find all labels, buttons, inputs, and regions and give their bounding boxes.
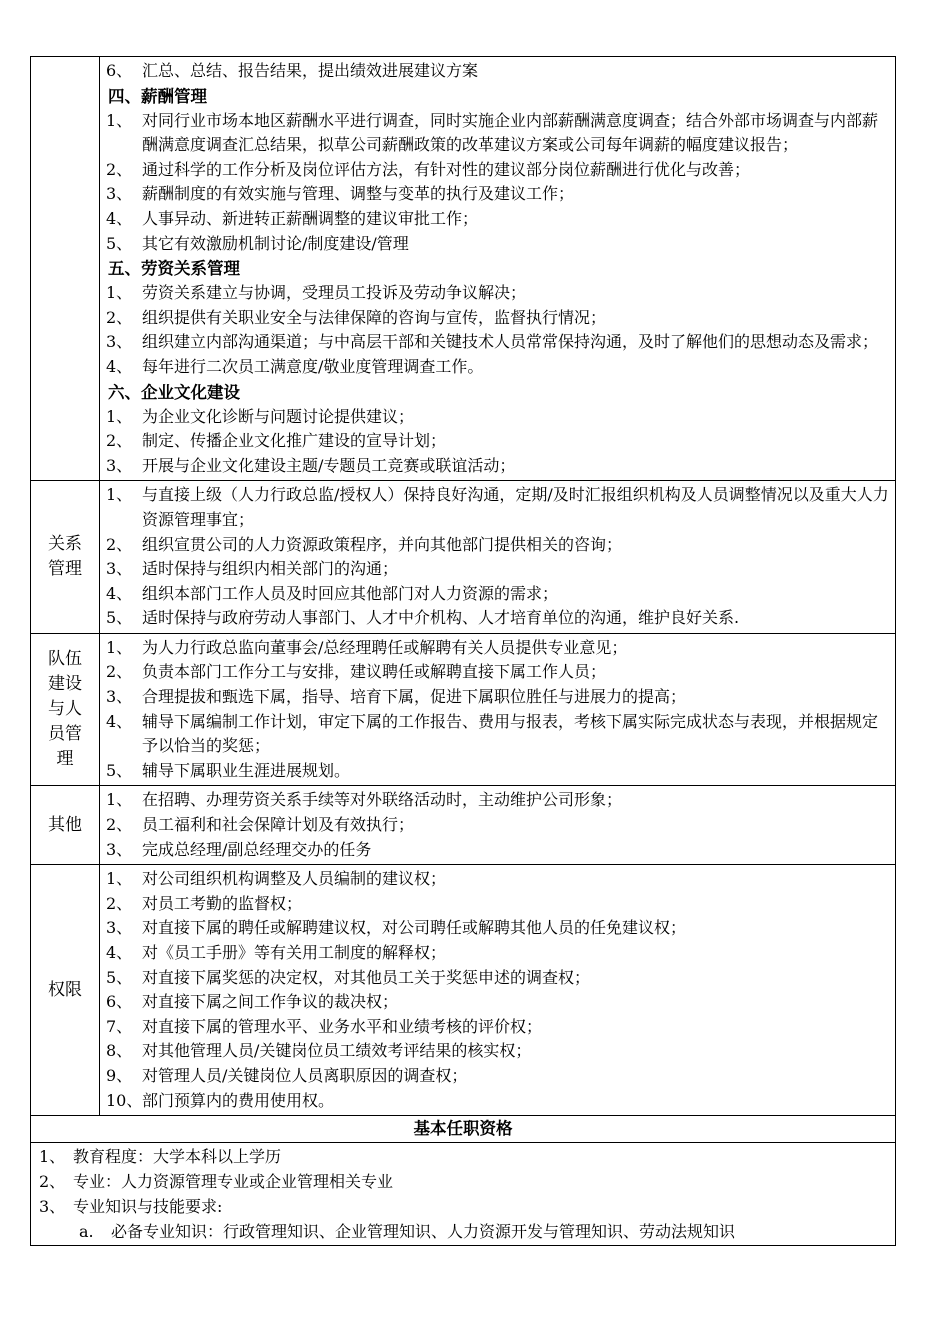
item-text: 组织提供有关职业安全与法律保障的咨询与宣传，监督执行情况；: [142, 307, 607, 327]
list-item: [106, 710, 889, 759]
row-label-text: 权限: [48, 979, 82, 1000]
item-number: 1、: [106, 110, 133, 130]
list-item: [106, 660, 889, 685]
item-text: 为人力行政总监向董事会/总经理聘任或解聘有关人员提供专业意见；: [142, 637, 628, 657]
table-row-qualifications: [31, 1143, 896, 1246]
list-item: [106, 557, 889, 582]
item-text: 为企业文化诊断与问题讨论提供建议；: [142, 406, 415, 426]
item-number: 1、: [106, 869, 133, 889]
qualification-item: 2、 专业：人力资源管理专业或企业管理相关专业: [39, 1172, 394, 1192]
item-number: 3、: [106, 687, 133, 707]
list-item: [106, 59, 889, 84]
item-number: 10、: [106, 1090, 143, 1110]
item-number: 7、: [106, 1016, 133, 1036]
item-number: 4、: [106, 356, 133, 376]
row-label-text: 其他: [48, 814, 82, 835]
list-item: [106, 306, 889, 331]
item-text: 对其他管理人员/关键岗位员工绩效考评结果的核实权；: [142, 1041, 532, 1061]
list-item: [106, 636, 889, 661]
item-number: 1、: [106, 283, 133, 303]
item-text: 对直接下属的聘任或解聘建议权，对公司聘任或解聘其他人员的任免建议权；: [142, 918, 687, 938]
item-text: 通过科学的工作分析及岗位评估方法，有针对性的建议部分岗位薪酬进行优化与改善；: [142, 159, 751, 179]
item-text: 对直接下属的管理水平、业务水平和业绩考核的评价权；: [142, 1016, 543, 1036]
section-heading: 四、薪酬管理: [108, 86, 207, 106]
section-heading: 六、企业文化建设: [108, 382, 240, 402]
item-text: 劳资关系建立与协调，受理员工投诉及劳动争议解决；: [142, 283, 527, 303]
table-row-authority: [31, 865, 896, 1116]
duties-cell-continued: [100, 57, 896, 481]
item-text: 开展与企业文化建设主题/专题员工竞赛或联谊活动；: [142, 455, 516, 475]
item-number: 2、: [106, 534, 133, 554]
item-number: 4、: [106, 208, 133, 228]
row-label-text: 队伍建设与人员管理: [48, 649, 82, 770]
list-item: [106, 990, 889, 1015]
item-text: 对同行业市场本地区薪酬水平进行调查，同时实施企业内部薪酬满意度调查；结合外部市场调查与内部薪酬满意度调查汇总结果，拟草公司薪酬政策的改革建议方案或公司每年调薪的幅度建议报告；: [142, 110, 879, 155]
item-text: 合理提拔和甄选下属，指导、培育下属，促进下属职位胜任与进展力的提高；: [142, 687, 687, 707]
item-text: 在招聘、办理劳资关系手续等对外联络活动时，主动维护公司形象；: [142, 790, 623, 810]
table-row-other: [31, 786, 896, 865]
row-label-text: 关系管理: [48, 534, 82, 580]
row-label-relations: [31, 481, 100, 634]
item-text: 辅导下属编制工作计划，审定下属的工作报告、费用与报表，考核下属实际完成状态与表现，并根据规定予以恰当的奖惩；: [142, 711, 879, 756]
duties-cell-team: [100, 633, 896, 786]
item-text: 完成总经理/副总经理交办的任务: [142, 839, 372, 859]
list-item: [106, 1064, 889, 1089]
list-item: [106, 281, 889, 306]
item-number: 3、: [106, 839, 133, 859]
item-number: 3、: [106, 184, 133, 204]
item-text: 组织建立内部沟通渠道；与中高层干部和关键技术人员常常保持沟通，及时了解他们的思想动态及需求；: [142, 332, 879, 352]
item-text: 对直接下属奖惩的决定权，对其他员工关于奖惩申述的调查权；: [142, 967, 591, 987]
list-item: [106, 405, 889, 430]
list-item: [106, 788, 889, 813]
list-item: [106, 838, 889, 863]
item-number: 9、: [106, 1065, 133, 1085]
item-number: 6、: [106, 992, 133, 1012]
table-row-qualifications-title: [31, 1116, 896, 1143]
item-number: 3、: [106, 455, 133, 475]
list-item: [106, 1015, 889, 1040]
item-text: 对员工考勤的监督权；: [142, 893, 303, 913]
list-item: [106, 330, 889, 355]
item-number: 1、: [106, 637, 133, 657]
item-text: 制定、传播企业文化推广建设的宣导计划；: [142, 431, 447, 451]
list-item: [106, 892, 889, 917]
list-item: [106, 867, 889, 892]
item-number: 5、: [106, 233, 133, 253]
list-item: [106, 941, 889, 966]
row-label-authority: [31, 865, 100, 1116]
item-number: 3、: [106, 559, 133, 579]
item-number: 3、: [106, 332, 133, 352]
item-text: 组织本部门工作人员及时回应其他部门对人力资源的需求；: [142, 583, 559, 603]
list-item: [106, 606, 889, 631]
job-description-table: [30, 56, 896, 1246]
row-label-team: [31, 633, 100, 786]
item-number: 8、: [106, 1041, 133, 1061]
item-text: 对管理人员/关键岗位人员离职原因的调查权；: [142, 1065, 468, 1085]
list-item: [106, 207, 889, 232]
list-item: [106, 109, 889, 158]
item-text: 汇总、总结、报告结果，提出绩效进展建议方案: [142, 61, 479, 80]
item-number: 4、: [106, 583, 133, 603]
item-text: 适时保持与政府劳动人事部门、人才中介机构、人才培育单位的沟通，维护良好关系.: [142, 608, 740, 628]
item-number: 2、: [106, 815, 133, 835]
item-number: 2、: [106, 893, 133, 913]
item-number: 4、: [106, 943, 133, 962]
qualification-sub-item: a. 必备专业知识：行政管理知识、企业管理知识、人力资源开发与管理知识、劳动法规知识: [79, 1222, 736, 1242]
item-text: 员工福利和社会保障计划及有效执行；: [142, 815, 415, 835]
item-text: 对《员工手册》等有关用工制度的解释权；: [142, 943, 447, 962]
item-text: 与直接上级（人力行政总监/授权人）保持良好沟通，定期/及时汇报组织机构及人员调整情况以及重大人力资源管理事宜；: [142, 485, 889, 529]
item-text: 适时保持与组织内相关部门的沟通；: [142, 559, 399, 579]
list-item: [106, 813, 889, 838]
item-number: 1、: [106, 485, 133, 505]
item-text: 对公司组织机构调整及人员编制的建议权；: [142, 869, 447, 889]
list-item: [106, 966, 889, 991]
item-text: 组织宣贯公司的人力资源政策程序，并向其他部门提供相关的咨询；: [142, 534, 623, 554]
row-label-empty: [31, 57, 100, 481]
list-item: [106, 759, 889, 784]
section-heading: 五、劳资关系管理: [108, 259, 240, 279]
item-number: 2、: [106, 307, 133, 327]
section-title: 基本任职资格: [31, 1116, 896, 1143]
list-item: [106, 232, 889, 257]
qualification-item: 1、 教育程度：大学本科以上学历: [39, 1147, 282, 1167]
item-text: 人事异动、新进转正薪酬调整的建议审批工作；: [142, 208, 479, 228]
item-text: 每年进行二次员工满意度/敬业度管理调查工作。: [142, 356, 484, 376]
item-text: 薪酬制度的有效实施与管理、调整与变革的执行及建议工作；: [142, 184, 575, 204]
item-number: 1、: [106, 406, 133, 426]
duties-cell-other: [100, 786, 896, 865]
list-item: [106, 533, 889, 558]
list-item: [106, 916, 889, 941]
list-item: [106, 1089, 889, 1114]
duties-cell-authority: [100, 865, 896, 1116]
list-item: [106, 483, 889, 532]
table-row-team: [31, 633, 896, 786]
list-item: [106, 454, 889, 479]
item-number: 5、: [106, 967, 133, 987]
item-number: 2、: [106, 159, 133, 179]
item-text: 对直接下属之间工作争议的裁决权；: [142, 992, 399, 1012]
list-item: [106, 582, 889, 607]
duties-cell-relations: [100, 481, 896, 634]
item-text: 辅导下属职业生涯进展规划。: [142, 760, 351, 780]
table-row-relations: [31, 481, 896, 634]
item-text: 负责本部门工作分工与安排，建议聘任或解聘直接下属工作人员；: [142, 662, 607, 682]
item-number: 5、: [106, 608, 133, 628]
list-item: [106, 158, 889, 183]
list-item: [106, 429, 889, 454]
item-number: 3、: [106, 918, 133, 938]
item-number: 6、: [106, 61, 133, 80]
list-item: [106, 1039, 889, 1064]
row-label-other: [31, 786, 100, 865]
item-number: 1、: [106, 790, 133, 810]
list-item: [106, 182, 889, 207]
item-text: 部门预算内的费用使用权。: [142, 1090, 335, 1110]
item-number: 5、: [106, 760, 133, 780]
table-row-continued: [31, 57, 896, 481]
list-item: [106, 685, 889, 710]
item-text: 其它有效激励机制讨论/制度建设/管理: [142, 233, 409, 253]
item-number: 2、: [106, 431, 133, 451]
item-number: 2、: [106, 662, 133, 682]
list-item: [106, 355, 889, 380]
qualification-item: 3、 专业知识与技能要求:: [39, 1197, 223, 1217]
qualifications-cell: [31, 1143, 896, 1246]
item-number: 4、: [106, 711, 133, 731]
